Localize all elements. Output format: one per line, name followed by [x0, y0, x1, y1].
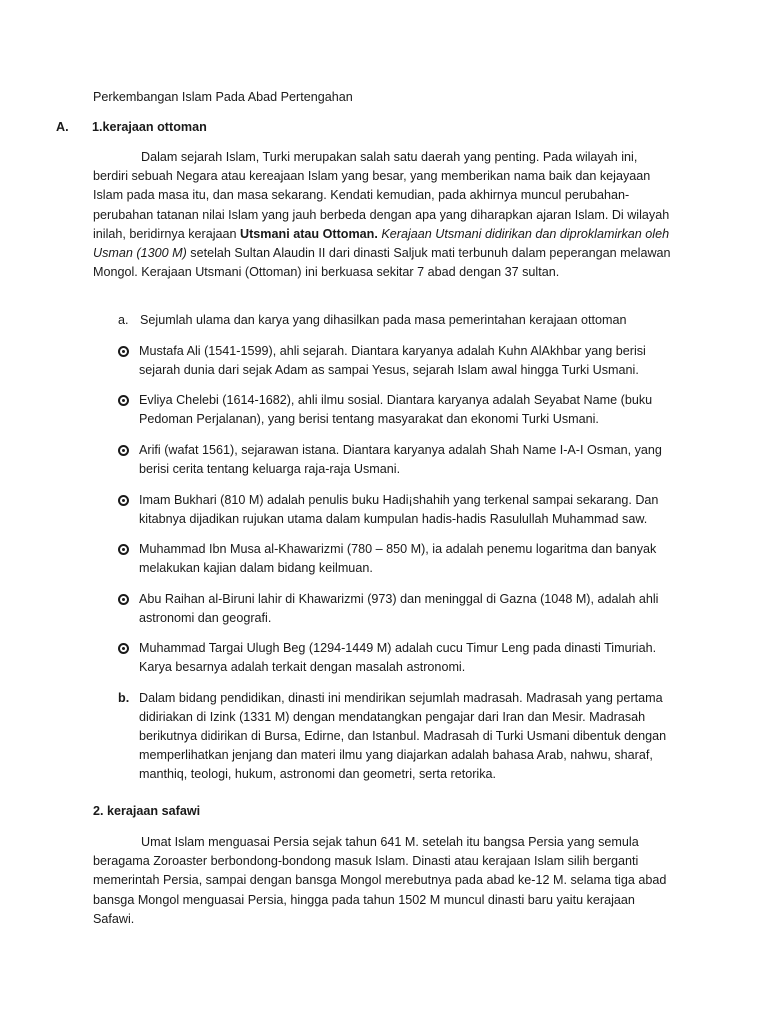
intro-text-part1: Dalam sejarah Islam, Turki merupakan salah satu daerah yang penting. Pada wilayah ini, berdiri sebuah Negara atau kereajaan Islam yang besar, yang memberikan nama baik dan kejayaan Islam pada masa itu, dan masa sekarang. Kendati kemudian, pada akhirnya muncul perubahan-perubahan tatanan nilai Islam yang jauh berbeda dengan apa yang diharapkan ajaran Islam. Di wilayah inilah, beridirnya kerajaan	[93, 150, 670, 241]
bullet-text: Evliya Chelebi (1614-1682), ahli ilmu sosial. Diantara karyanya adalah Seyabat Name (buku Pedoman Perjalanan), yang berisi tentang masyarakat dan ekonomi Turki Usmani.	[139, 393, 653, 426]
bullet-item	[118, 491, 678, 528]
item-b	[118, 689, 678, 784]
bullet-item	[118, 590, 678, 627]
item-a-text: Sejumlah ulama dan karya yang dihasilkan pada masa pemerintahan kerajaan ottoman	[140, 313, 627, 327]
circle-bullet-icon	[118, 445, 129, 456]
item-a	[118, 311, 627, 329]
circle-bullet-icon	[118, 395, 129, 406]
intro-italic-text: Kerajaan Utsmani didirikan dan diproklamirkan oleh Usman (1300 M)	[93, 226, 670, 261]
circle-bullet-icon	[118, 495, 129, 506]
section-2-heading: 2. kerajaan safawi	[93, 804, 201, 818]
circle-bullet-icon	[118, 643, 129, 654]
document-title: Perkembangan Islam Pada Abad Pertengahan	[93, 90, 353, 104]
section-a-marker: A.	[56, 120, 69, 134]
bullet-text: Imam Bukhari (810 M) adalah penulis buku Hadi¡shahih yang terkenal sampai sekarang. Dan kitabnya dijadikan rujukan utama dalam kumpulan hadis-hadis Rasulullah Muhammad saw.	[139, 493, 659, 526]
section-a-heading	[56, 118, 207, 136]
circle-bullet-icon	[118, 346, 129, 357]
intro-text-part2: setelah Sultan Alaudin II dari dinasti Saljuk mati terbunuh dalam peperangan melawan Mongol. Kerajaan Utsmani (Ottoman) ini berkuasa sekitar 7 abad dengan 37 sultan.	[93, 246, 671, 280]
section-a-title: 1.kerajaan ottoman	[92, 120, 207, 134]
intro-bold-text: Utsmani atau Ottoman.	[240, 226, 378, 241]
bullet-text: Muhammad Targai Ulugh Beg (1294-1449 M) adalah cucu Timur Leng pada dinasti Timuriah. Karya besarnya adalah terkait dengan masalah astronomi.	[139, 641, 657, 674]
ottoman-intro-paragraph	[93, 148, 675, 282]
circle-bullet-icon	[118, 594, 129, 605]
item-b-marker: b.	[118, 691, 130, 705]
bullet-text: Abu Raihan al-Biruni lahir di Khawarizmi (973) dan meninggal di Gazna (1048 M), adalah ahli astronomi dan geografi.	[139, 592, 659, 625]
safawi-paragraph: Umat Islam menguasai Persia sejak tahun 641 M. setelah itu bangsa Persia yang semula beragama Zoroaster berbondong-bondong masuk Islam. Dinasti atau kerajaan Islam silih berganti memerintah Persia, sampai dengan bansga Mongol merebutnya pada abad ke-12 M. selama tiga abad bansga Mongol menguasai Persia, hingga pada tahun 1502 M muncul dinasti baru yaitu kerajaan Safawi.	[93, 835, 667, 926]
bullet-text: Muhammad Ibn Musa al-Khawarizmi (780 – 850 M), ia adalah penemu logaritma dan banyak melakukan kajian dalam bidang keilmuan.	[139, 542, 657, 575]
bullet-item	[118, 342, 678, 379]
item-a-marker: a.	[118, 313, 129, 327]
item-b-text: Dalam bidang pendidikan, dinasti ini mendirikan sejumlah madrasah. Madrasah yang pertama didiriakan di Izink (1331 M) dengan mendatangkan pengajar dari Iran dan Mesir. Madrasah berikutnya didirikan di Bursa, Edirne, dan Istanbul. Madrasah di Turki Usmani dibentuk dengan memperlihatkan jenjang dan materi ilmu yang diajarkan adalah bahasa Arab, nahwu, sharaf, manthiq, teologi, hukum, astronomi dan geometri, serta retorika.	[139, 691, 667, 781]
circle-bullet-icon	[118, 544, 129, 555]
bullet-item	[118, 540, 678, 577]
bullet-item	[118, 639, 678, 676]
bullet-item	[118, 391, 678, 428]
bullet-item	[118, 441, 678, 478]
bullet-text: Mustafa Ali (1541-1599), ahli sejarah. Diantara karyanya adalah Kuhn AlAkhbar yang berisi sejarah dunia dari sejak Adam as sampai Yesus, sejarah Islam awal hingga Turki Usmani.	[139, 344, 646, 377]
bullet-text: Arifi (wafat 1561), sejarawan istana. Diantara karyanya adalah Shah Name I-A-I Osman, yang berisi cerita tentang keluarga raja-raja Usmani.	[139, 443, 662, 476]
